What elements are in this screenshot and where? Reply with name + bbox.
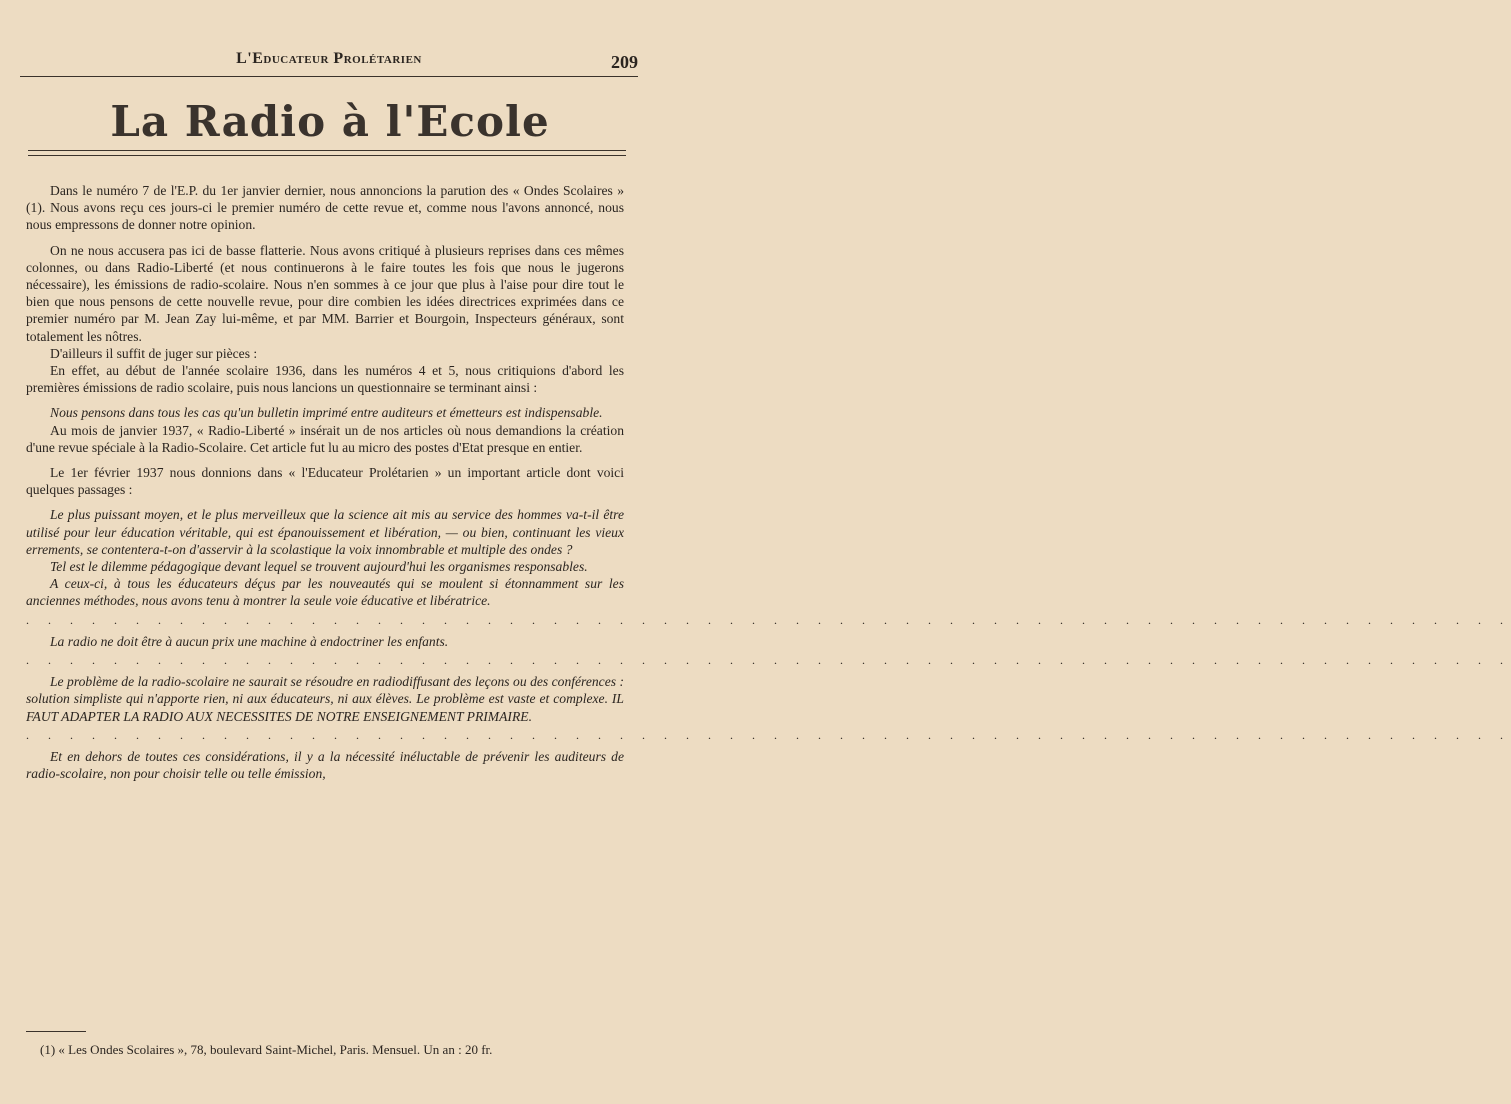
ellipsis-row-2: . . . . . . . . . . . . . . . . . . . . . . . . . . . . . . . . . . . . . . . . . . . . . . . . . . . . . . . . . . . . . . . . . . . .: [26, 653, 1511, 668]
paragraph-2: On ne nous accusera pas ici de basse flatterie. Nous avons critiqué à plusieurs reprises dans ces mêmes colonnes, ou dans Radio-Liberté (et nous continuerons à le faire toutes les fois que nous le jugerons nécessaire), les émissions de radio-scolaire. Nous n'en sommes à ce jour que plus à l'aise pour dire tout le bien que nous pensons de cette nouvelle revue, pour dire combien les idées directrices exprimées dans ce premier numéro par M. Jean Zay lui-même, et par MM. Barrier et Bourgoin, Inspecteurs généraux, sont totalement les nôtres.: [26, 242, 624, 344]
article-title: La Radio à l'Ecole: [110, 97, 550, 146]
quote-passage-5: Le problème de la radio-scolaire ne saurait se résoudre en radiodiffusant des leçons ou des conférences : solution simpliste qui n'apporte rien, ni aux éducateurs, ni aux élèves. Le problème est vaste et complexe. IL FAUT ADAPTER LA RADIO AUX NECESSITES DE NOTRE ENSEIGNEMENT PRIMAIRE.: [26, 674, 624, 724]
quote-passage-1: Le plus puissant moyen, et le plus merveilleux que la science ait mis au service des hommes va-t-il être utilisé pour leur éducation véritable, qui est épanouissement et libération, — ou bien, continuant les vieux errements, se contentera-t-on d'asservir à la scolastique la voix innombrable et multiple des ondes ?: [26, 507, 624, 557]
paragraph-3: D'ailleurs il suffit de juger sur pièces :: [50, 345, 258, 361]
ellipsis-row-3: . . . . . . . . . . . . . . . . . . . . . . . . . . . . . . . . . . . . . . . . . . . . . . . . . . . . . . . . . . . . . . . . . . . .: [26, 727, 1511, 742]
title-rule-bottom: [28, 155, 626, 156]
paragraph-4: En effet, au début de l'année scolaire 1936, dans les numéros 4 et 5, nous critiquions d'abord les premières émissions de radio scolaire, puis nous lancions un questionnaire se terminant ainsi :: [26, 363, 624, 396]
footnote-rule: [26, 1031, 86, 1032]
paragraph-7: Le 1er février 1937 nous donnions dans « l'Educateur Prolétarien » un important article dont voici quelques passages :: [26, 465, 624, 498]
page-number: 209: [611, 52, 638, 72]
quote-passage-6: Et en dehors de toutes ces considérations, il y a la nécessité inéluctable de prévenir les auditeurs de radio-scolaire, non pour choisir telle ou telle émission,: [26, 749, 624, 782]
paragraph-1: Dans le numéro 7 de l'E.P. du 1er janvier dernier, nous annoncions la parution des « Ondes Scolaires » (1). Nous avons reçu ces jours-ci le premier numéro de cette revue et, comme nous l'avons annoncé, nous nous empressons de donner notre opinion.: [26, 183, 624, 233]
quote-bulletin: Nous pensons dans tous les cas qu'un bulletin imprimé entre auditeurs et émetteurs est indispensable.: [50, 405, 603, 421]
running-header: [20, 50, 638, 77]
article-body: [26, 182, 1511, 783]
footnote: (1) « Les Ondes Scolaires », 78, boulevard Saint-Michel, Paris. Mensuel. Un an : 20 fr.: [40, 1042, 493, 1057]
quote-passage-2: Tel est le dilemme pédagogique devant lequel se trouvent aujourd'hui les organismes responsables.: [50, 559, 588, 575]
title-rule-top: [28, 150, 626, 151]
quote-passage-4: La radio ne doit être à aucun prix une machine à endoctriner les enfants.: [50, 633, 449, 649]
ellipsis-row-1: . . . . . . . . . . . . . . . . . . . . . . . . . . . . . . . . . . . . . . . . . . . . . . . . . . . . . . . . . . . . . . . . . . . .: [26, 612, 1511, 627]
paragraph-6: Au mois de janvier 1937, « Radio-Liberté » insérait un de nos articles où nous demandions la création d'une revue spéciale à la Radio-Scolaire. Cet article fut lu au micro des postes d'Etat presque en entier.: [26, 422, 624, 455]
journal-name: L'Educateur Prolétarien: [236, 50, 422, 67]
quote-passage-3: A ceux-ci, à tous les éducateurs déçus par les nouveautés qui se moulent si étonnamment sur les anciennes méthodes, nous avons tenu à montrer la seule voie éducative et libératrice.: [26, 576, 624, 609]
